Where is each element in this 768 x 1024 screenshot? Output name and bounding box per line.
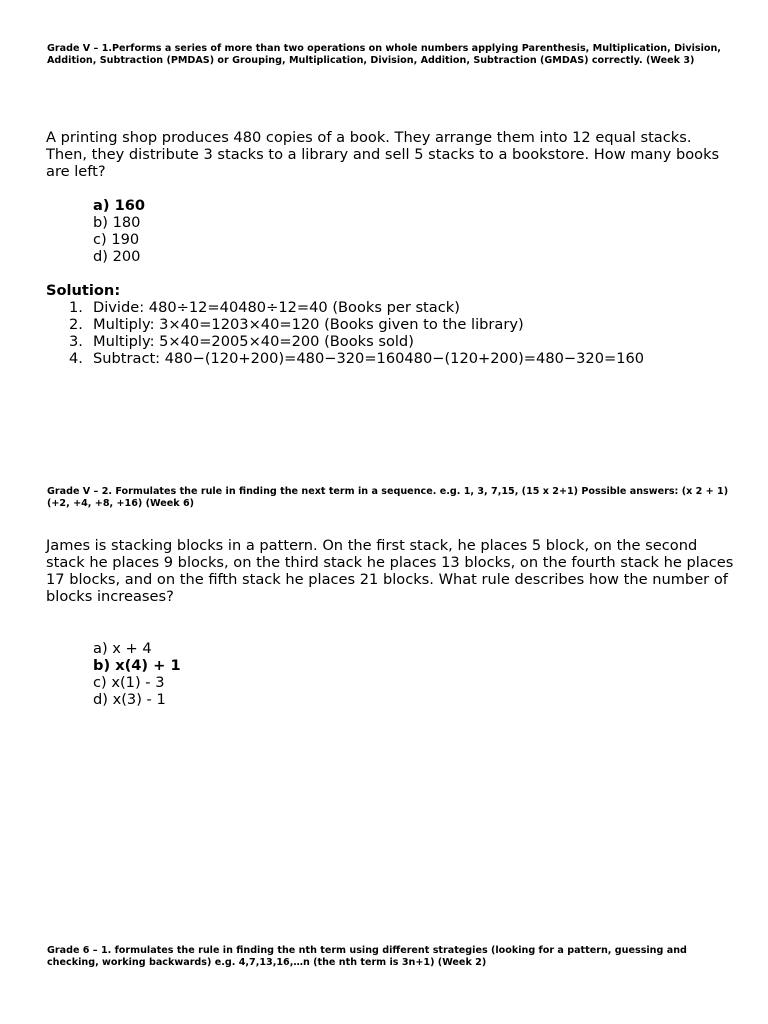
step-number: 1. (69, 299, 83, 316)
section-2-heading: Grade V – 2. Formulates the rule in finding the next term in a sequence. e.g. 1, 3, 7,15, (15 x 2+1) Possible answers: (x 2 + 1) (+2, +4, +8, +16) (Week 6) (47, 486, 729, 509)
solution-step (46, 350, 644, 367)
choice-d: d) x(3) - 1 (93, 691, 166, 708)
choice-c: c) x(1) - 3 (93, 674, 165, 691)
step-text: Subtract: 480−(120+200)=480−320=160480−(120+200)=480−320=160 (93, 350, 645, 367)
step-number: 3. (69, 333, 83, 350)
choice-c: c) 190 (93, 231, 140, 248)
step-number: 4. (69, 350, 83, 367)
step-text: Multiply: 5×40=2005×40=200 (Books sold) (93, 333, 414, 350)
solution-title: Solution: (46, 282, 121, 299)
choice-b: b) 180 (93, 214, 141, 231)
choice-d: d) 200 (93, 248, 141, 265)
solution-step (46, 333, 644, 350)
section-1-question: A printing shop produces 480 copies of a book. They arrange them into 12 equal stacks. Then, they distribute 3 stacks to a library and sell 5 stacks to a bookstore. How many books are left? (46, 129, 720, 180)
solution-steps (46, 299, 644, 367)
section-2-choices (93, 640, 181, 708)
choice-a: a) 160 (93, 197, 146, 214)
solution-step (46, 299, 644, 316)
section-1-heading: Grade V – 1.Performs a series of more than two operations on whole numbers applying Parenthesis, Multiplication, Division, Addition, Subtraction (PMDAS) or Grouping, Multiplication, Division, Addition, Subtraction (GMDAS) correctly. (Week 3) (47, 43, 721, 66)
step-number: 2. (69, 316, 83, 333)
step-text: Divide: 480÷12=40480÷12=40 (Books per stack) (93, 299, 460, 316)
choice-b: b) x(4) + 1 (93, 657, 181, 674)
section-3-heading: Grade 6 – 1. formulates the rule in finding the nth term using different strategies (looking for a pattern, guessing and checking, working backwards) e.g. 4,7,13,16,…n (the nth term is 3n+1) (Week 2) (47, 945, 687, 968)
step-text: Multiply: 3×40=1203×40=120 (Books given to the library) (93, 316, 524, 333)
solution-step (46, 316, 644, 333)
section-1-choices (93, 197, 145, 265)
section-2-question: James is stacking blocks in a pattern. On the first stack, he places 5 block, on the second stack he places 9 blocks, on the third stack he places 13 blocks, on the fourth stack he places 17 blocks, and on the fifth stack he places 21 blocks. What rule describes how the number of blocks increases? (46, 537, 734, 605)
choice-a: a) x + 4 (93, 640, 152, 657)
